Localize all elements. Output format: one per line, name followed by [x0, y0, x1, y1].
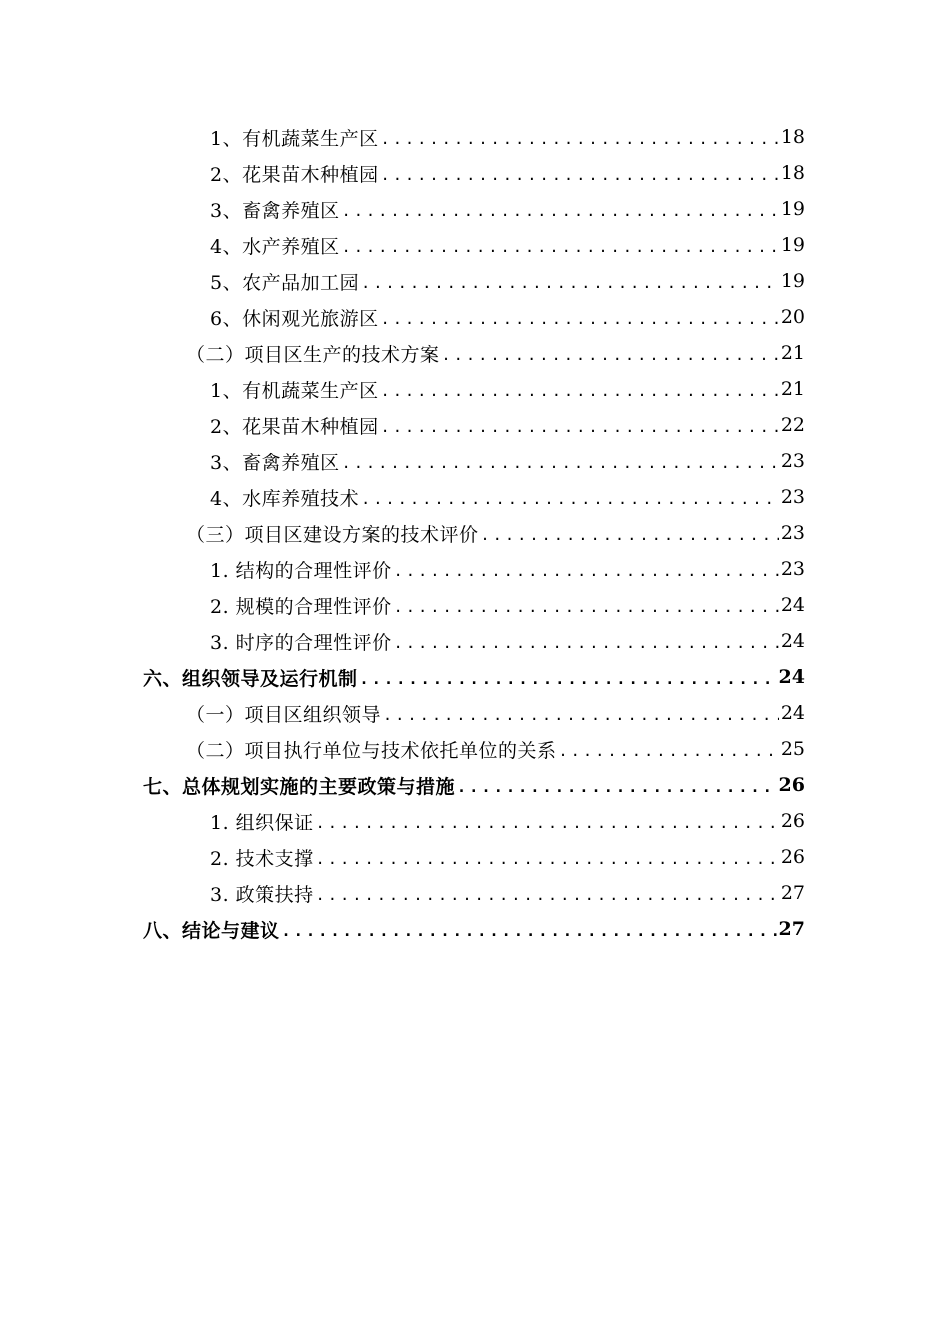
toc-entry-label: （三）项目区建设方案的技术评价: [186, 523, 479, 546]
toc-entry[interactable]: [0, 407, 950, 443]
toc-leader-dots: [394, 598, 779, 616]
toc-entry[interactable]: [0, 227, 950, 263]
toc-leader-dots: [316, 814, 779, 832]
toc-entry-page: 24: [780, 702, 805, 724]
toc-entry[interactable]: [0, 839, 950, 875]
toc-leader-dots: [381, 382, 779, 400]
toc-entry[interactable]: [0, 479, 950, 515]
toc-entry-page: 19: [780, 270, 805, 292]
toc-entry[interactable]: [0, 155, 950, 191]
toc-entry[interactable]: [0, 623, 950, 659]
toc-entry-label: 3、畜禽养殖区: [210, 451, 340, 474]
toc-leader-dots: [316, 850, 779, 868]
toc-entry-page: 27: [778, 918, 805, 940]
toc-entry-label: 3、畜禽养殖区: [210, 199, 340, 222]
toc-leader-dots: [381, 130, 779, 148]
toc-entry-page: 24: [780, 594, 805, 616]
toc-entry-page: 20: [780, 306, 805, 328]
toc-entry[interactable]: [0, 875, 950, 911]
toc-entry[interactable]: [0, 803, 950, 839]
toc-entry-page: 21: [780, 342, 805, 364]
toc-entry-page: 19: [780, 198, 805, 220]
toc-entry-label: 4、水产养殖区: [210, 235, 340, 258]
table-of-contents: [0, 119, 950, 947]
toc-chapter-entry[interactable]: [0, 659, 950, 695]
toc-entry[interactable]: [0, 551, 950, 587]
toc-entry-label: 1. 组织保证: [210, 811, 314, 834]
toc-leader-dots: [342, 238, 779, 256]
toc-entry-label: 1、有机蔬菜生产区: [210, 127, 379, 150]
toc-entry[interactable]: [0, 119, 950, 155]
toc-leader-dots: [361, 274, 779, 292]
toc-entry-page: 26: [780, 846, 805, 868]
toc-entry[interactable]: [0, 299, 950, 335]
toc-entry-label: （一）项目区组织领导: [186, 703, 382, 726]
toc-entry-label: 3. 政策扶持: [210, 883, 314, 906]
toc-entry-label: 八、结论与建议: [143, 919, 280, 942]
toc-leader-dots: [457, 778, 777, 796]
toc-entry-label: （二）项目执行单位与技术依托单位的关系: [186, 739, 557, 762]
toc-entry[interactable]: [0, 263, 950, 299]
toc-entry-label: 3. 时序的合理性评价: [210, 631, 392, 654]
toc-leader-dots: [383, 706, 779, 724]
toc-entry-label: 2. 规模的合理性评价: [210, 595, 392, 618]
toc-entry[interactable]: [0, 443, 950, 479]
toc-leader-dots: [316, 886, 779, 904]
toc-entry-page: 18: [780, 126, 805, 148]
toc-entry-page: 21: [780, 378, 805, 400]
toc-leader-dots: [381, 310, 779, 328]
toc-leader-dots: [442, 346, 779, 364]
toc-entry-page: 23: [780, 522, 805, 544]
toc-entry-page: 26: [780, 810, 805, 832]
toc-entry-page: 24: [780, 630, 805, 652]
toc-entry-label: 2、花果苗木种植园: [210, 415, 379, 438]
toc-chapter-entry[interactable]: [0, 767, 950, 803]
toc-entry[interactable]: [0, 191, 950, 227]
toc-entry-page: 25: [780, 738, 805, 760]
toc-entry-label: 2、花果苗木种植园: [210, 163, 379, 186]
toc-leader-dots: [282, 922, 777, 940]
toc-entry-label: 2. 技术支撑: [210, 847, 314, 870]
toc-chapter-entry[interactable]: [0, 911, 950, 947]
toc-leader-dots: [559, 742, 779, 760]
toc-entry-page: 24: [778, 666, 805, 688]
toc-leader-dots: [361, 490, 779, 508]
toc-entry-page: 19: [780, 234, 805, 256]
toc-entry-page: 18: [780, 162, 805, 184]
toc-entry-label: 6、休闲观光旅游区: [210, 307, 379, 330]
toc-entry[interactable]: [0, 371, 950, 407]
toc-entry-page: 22: [780, 414, 805, 436]
toc-leader-dots: [360, 670, 777, 688]
toc-entry[interactable]: [0, 695, 950, 731]
toc-leader-dots: [342, 202, 779, 220]
toc-entry[interactable]: [0, 731, 950, 767]
toc-leader-dots: [342, 454, 779, 472]
toc-entry-label: 六、组织领导及运行机制: [143, 667, 358, 690]
toc-entry-page: 23: [780, 486, 805, 508]
toc-entry-page: 26: [778, 774, 805, 796]
toc-entry-label: （二）项目区生产的技术方案: [186, 343, 440, 366]
toc-entry-page: 23: [780, 558, 805, 580]
toc-entry-label: 1、有机蔬菜生产区: [210, 379, 379, 402]
toc-entry-label: 5、农产品加工园: [210, 271, 360, 294]
toc-entry-label: 1. 结构的合理性评价: [210, 559, 392, 582]
toc-leader-dots: [381, 166, 779, 184]
toc-entry-label: 4、水库养殖技术: [210, 487, 360, 510]
toc-entry-page: 27: [780, 882, 805, 904]
toc-leader-dots: [394, 562, 779, 580]
toc-leader-dots: [481, 526, 779, 544]
toc-entry-label: 七、总体规划实施的主要政策与措施: [143, 775, 456, 798]
toc-entry[interactable]: [0, 515, 950, 551]
toc-entry-page: 23: [780, 450, 805, 472]
toc-entry[interactable]: [0, 587, 950, 623]
toc-leader-dots: [381, 418, 779, 436]
toc-entry[interactable]: [0, 335, 950, 371]
toc-leader-dots: [394, 634, 779, 652]
